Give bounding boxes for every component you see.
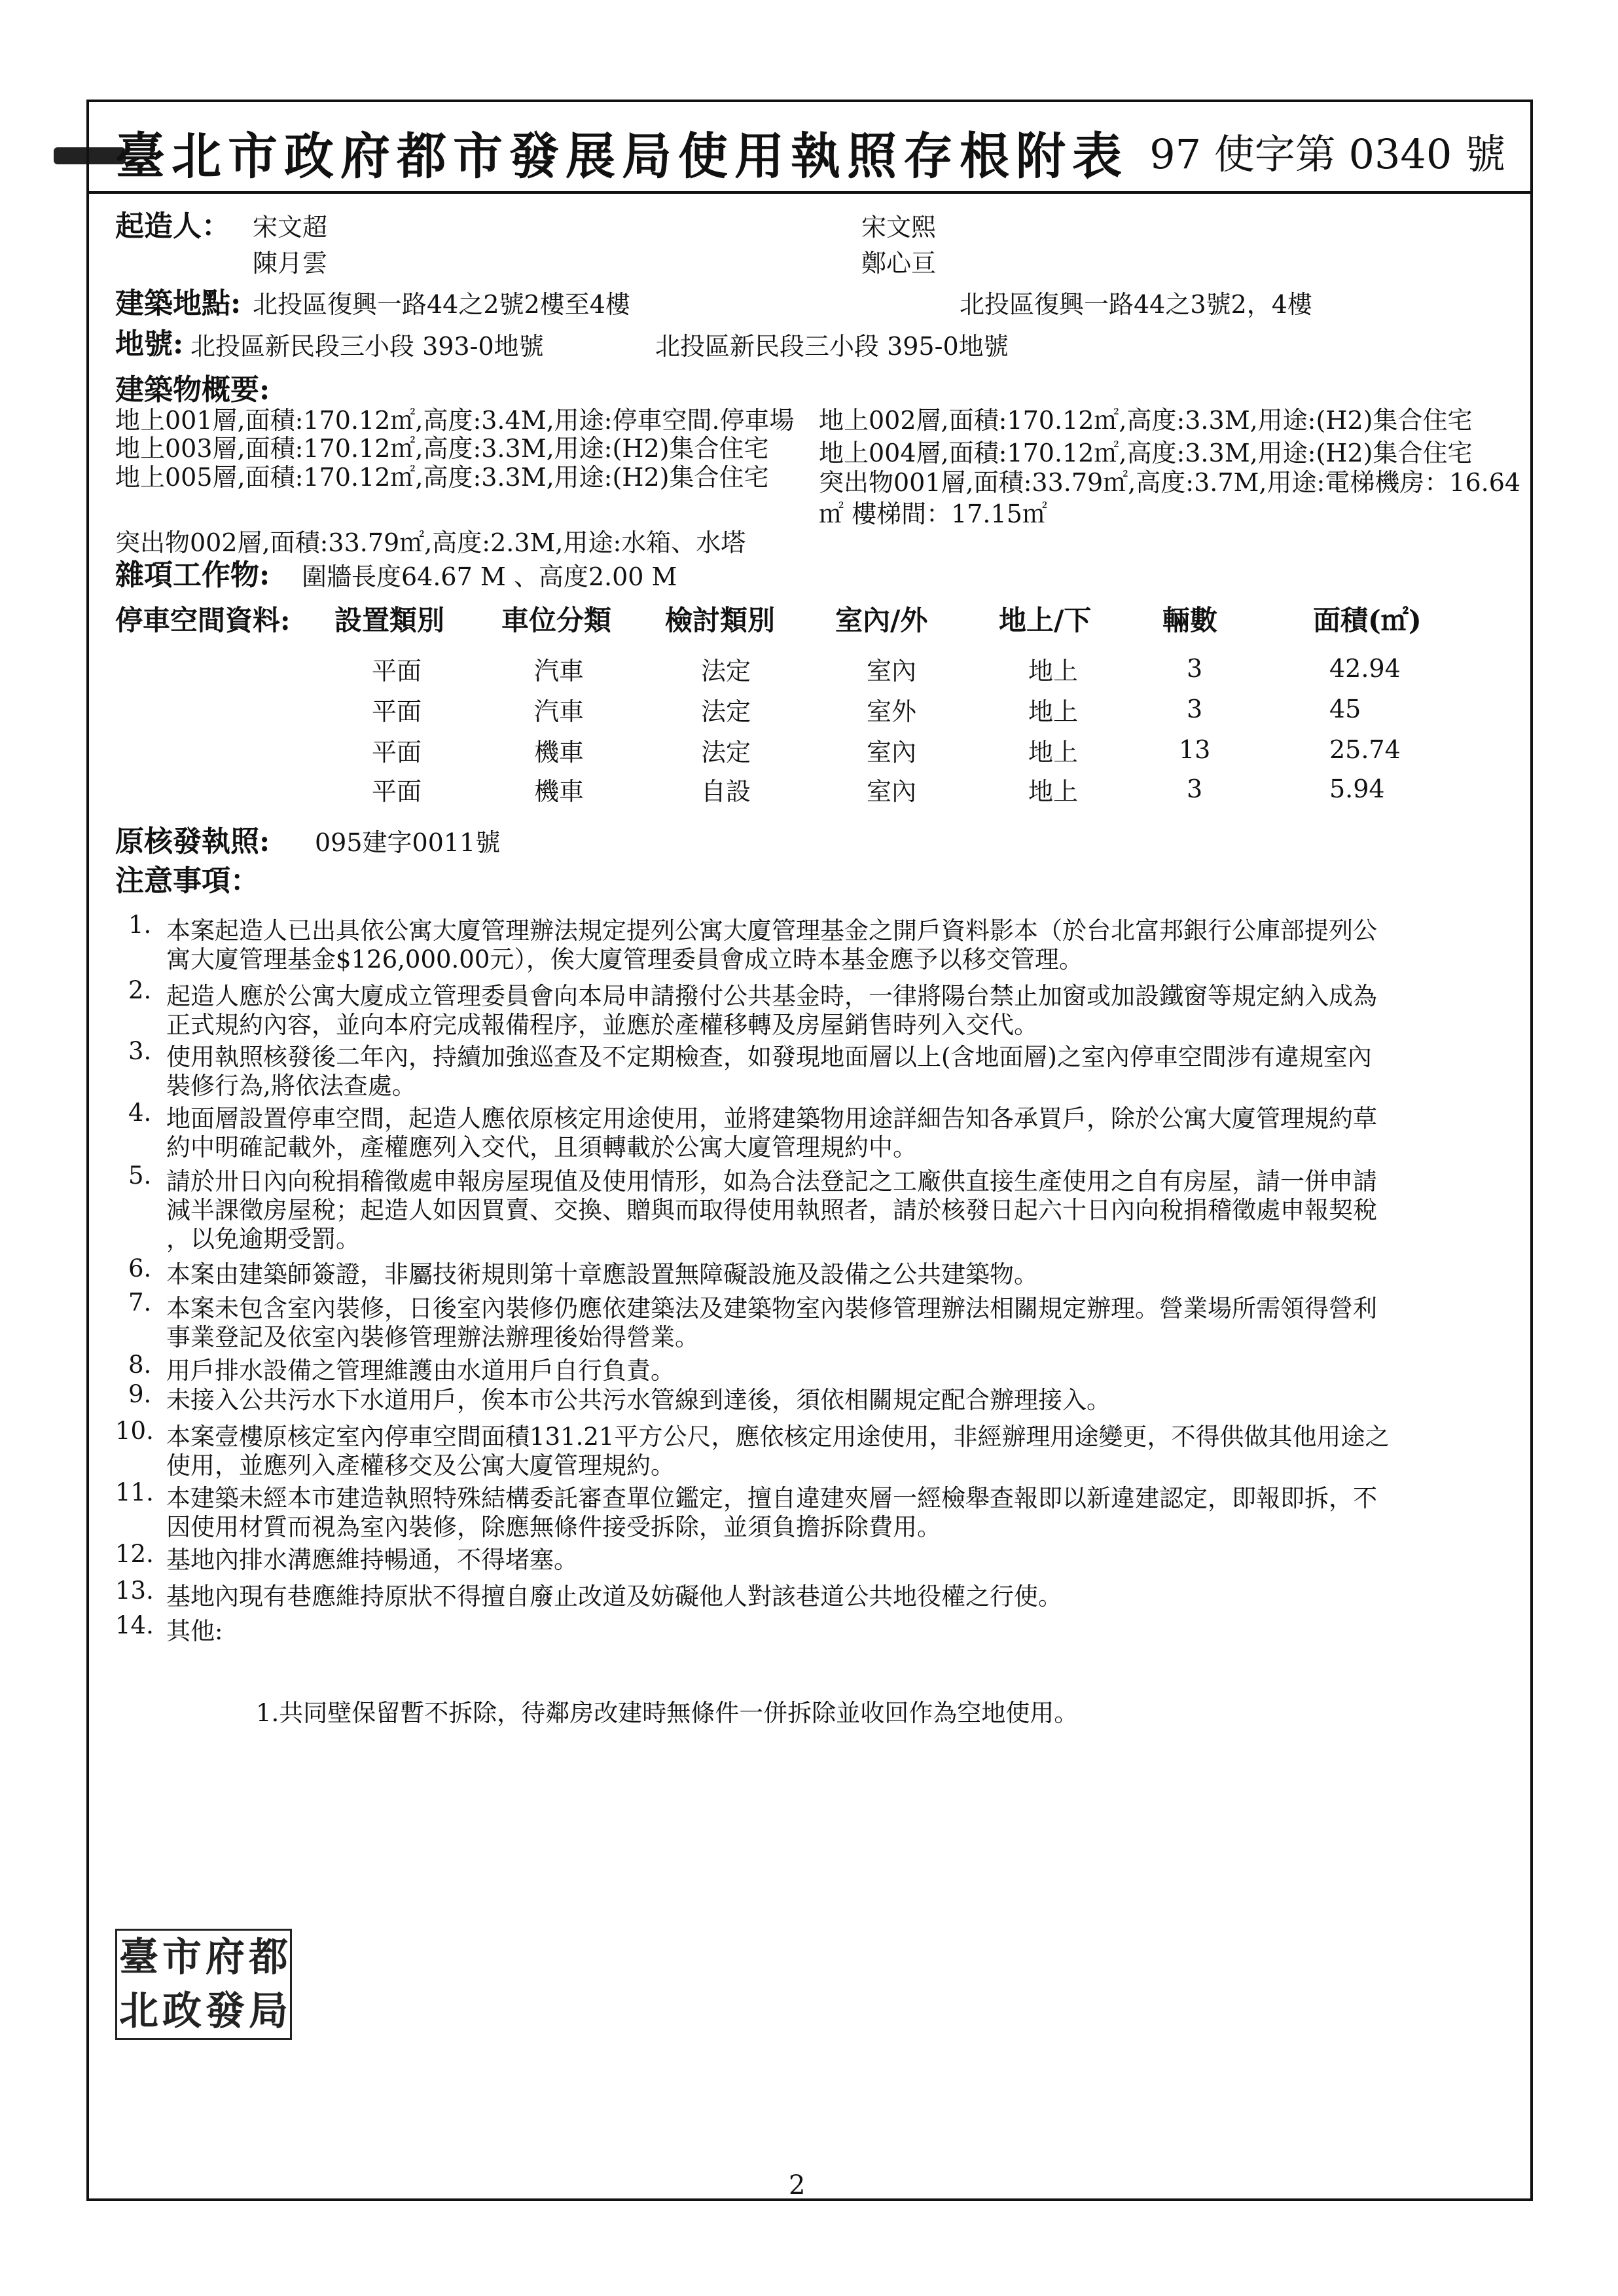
lot-number: 北投區新民段三小段 395-0地號 — [655, 332, 1009, 361]
note-text: 因使用材質而視為室內裝修，除應無條件接受拆除，並須負擔拆除費用。 — [166, 1513, 941, 1541]
parking-header: 檢討類別 — [665, 604, 776, 636]
misc-work-value: 圍牆長度64.67 M 、高度2.00 M — [302, 562, 677, 591]
original-license-label: 原核發執照: — [115, 825, 270, 858]
note-number: 1. — [128, 911, 152, 939]
original-license-value: 095建字0011號 — [315, 828, 501, 857]
note-text: 正式規約內容，並向本府完成報備程序，並應於產權移轉及房屋銷售時列入交代。 — [166, 1011, 1038, 1039]
parking-cell: 法定 — [701, 697, 751, 726]
parking-cell: 自設 — [701, 777, 751, 806]
stamp-char: 府 — [206, 1935, 245, 1980]
note-other-item: 1.共同壁保留暫不拆除，待鄰房改建時無條件一併拆除並收回作為空地使用。 — [256, 1699, 1079, 1727]
stamp-char: 臺 — [119, 1935, 158, 1980]
overview-label: 建築物概要: — [115, 373, 270, 407]
parking-cell: 3 — [1187, 774, 1203, 803]
note-number: 12. — [115, 1540, 154, 1568]
parking-cell: 25.74 — [1329, 735, 1401, 764]
parking-cell: 地上 — [1028, 657, 1079, 685]
parking-cell: 45 — [1329, 695, 1361, 723]
floor-spec: 地上002層,面積:170.12㎡,高度:3.3M,用途:(H2)集合住宅 — [819, 406, 1473, 435]
parking-cell: 3 — [1187, 654, 1203, 683]
note-text: 未接入公共污水下水道用戶，俟本市公共污水管線到達後，須依相關規定配合辦理接入。 — [166, 1386, 1111, 1414]
parking-cell: 5.94 — [1329, 774, 1385, 803]
parking-cell: 汽車 — [534, 697, 584, 726]
note-number: 6. — [128, 1254, 152, 1283]
builder-name: 陳月雲 — [253, 249, 328, 278]
parking-cell: 室內 — [867, 738, 917, 767]
stamp-char: 市 — [162, 1935, 202, 1980]
notes-label: 注意事項： — [115, 864, 259, 898]
parking-cell: 3 — [1187, 695, 1203, 723]
note-text: 使用，並應列入產權移交及公寓大廈管理規約。 — [166, 1451, 675, 1480]
note-text: 基地內現有巷應維持原狀不得擅自廢止改道及妨礙他人對該巷道公共地役權之行使。 — [166, 1582, 1062, 1611]
floor-spec: 突出物002層,面積:33.79㎡,高度:2.3M,用途:水箱、水塔 — [115, 528, 746, 557]
floor-spec: 地上005層,面積:170.12㎡,高度:3.3M,用途:(H2)集合住宅 — [115, 463, 769, 492]
parking-cell: 地上 — [1028, 738, 1079, 767]
note-text: 減半課徵房屋稅；起造人如因買賣、交換、贈與而取得使用執照者，請於核發日起六十日內向稅捐稽徵處申報契稅 — [166, 1196, 1377, 1224]
note-number: 3. — [128, 1037, 152, 1065]
site-label: 建築地點: — [115, 287, 242, 320]
parking-cell: 平面 — [372, 777, 422, 806]
note-text: 寓大廈管理基金$126,000.00元），俟大廈管理委員會成立時本基金應予以移交管理。 — [166, 945, 1083, 974]
note-text: 地面層設置停車空間，起造人應依原核定用途使用，並將建築物用途詳細告知各承買戶，除於公寓大廈管理規約草 — [166, 1104, 1377, 1133]
stamp-char: 局 — [249, 1988, 288, 2034]
site-address: 北投區復興一路44之2號2樓至4樓 — [253, 290, 630, 319]
parking-header: 地上/下 — [999, 604, 1092, 636]
parking-cell: 機車 — [534, 738, 584, 767]
parking-header: 設置類別 — [334, 604, 445, 636]
parking-header: 輛數 — [1162, 604, 1218, 636]
note-text: 本案壹樓原核定室內停車空間面積131.21平方公尺，應依核定用途使用，非經辦理用途變更，不得供做其他用途之 — [166, 1423, 1390, 1451]
note-text: 請於卅日內向稅捐稽徵處申報房屋現值及使用情形，如為合法登記之工廠供直接生產使用之自有房屋，請一併申請 — [166, 1167, 1377, 1195]
note-number: 10. — [115, 1417, 154, 1445]
floor-spec: ㎡ 樓梯間：17.15㎡ — [819, 500, 1047, 528]
parking-cell: 室內 — [867, 777, 917, 806]
floor-spec: 地上004層,面積:170.12㎡,高度:3.3M,用途:(H2)集合住宅 — [819, 439, 1473, 467]
stamp-char: 政 — [162, 1988, 202, 2034]
note-number: 9. — [128, 1380, 152, 1408]
builder-name: 鄭心亘 — [861, 249, 937, 278]
note-number: 14. — [115, 1611, 154, 1639]
parking-cell: 室內 — [867, 657, 917, 685]
note-number: 7. — [128, 1288, 152, 1317]
note-text: ，以免逾期受罰。 — [166, 1225, 360, 1253]
builder-name: 宋文熙 — [861, 213, 937, 242]
lot-label: 地號: — [115, 327, 184, 361]
document-title: 臺北市政府都市發展局使用執照存根附表 — [115, 127, 1128, 185]
parking-cell: 地上 — [1028, 777, 1079, 806]
stamp-char: 北 — [119, 1988, 158, 2034]
builders-label: 起造人： — [115, 210, 230, 243]
parking-cell: 室外 — [867, 697, 917, 726]
note-number: 4. — [128, 1099, 152, 1127]
parking-header: 室內/外 — [835, 604, 928, 636]
site-address: 北投區復興一路44之3號2，4樓 — [960, 290, 1312, 319]
note-number: 2. — [128, 976, 152, 1004]
official-seal-stamp — [115, 1929, 292, 2040]
builder-name: 宋文超 — [253, 213, 328, 242]
page-number: 2 — [789, 2170, 806, 2200]
lot-number: 北投區新民段三小段 393-0地號 — [190, 332, 544, 361]
parking-cell: 平面 — [372, 657, 422, 685]
note-text: 本案起造人已出具依公寓大廈管理辦法規定提列公寓大廈管理基金之開戶資料影本（於台北富邦銀行公庫部提列公 — [166, 917, 1377, 945]
license-number: 97 使字第 0340 號 — [1149, 130, 1505, 178]
note-number: 13. — [115, 1576, 154, 1605]
document-frame — [86, 100, 1533, 2201]
misc-work-label: 雜項工作物: — [115, 558, 270, 592]
parking-header: 面積(㎡) — [1313, 604, 1422, 636]
note-text: 使用執照核發後二年內，持續加強巡查及不定期檢查，如發現地面層以上(含地面層)之室內停車空間涉有違規室內 — [166, 1043, 1372, 1071]
note-text: 起造人應於公寓大廈成立管理委員會向本局申請撥付公共基金時，一律將陽台禁止加窗或加設鐵窗等規定納入成為 — [166, 982, 1377, 1010]
parking-cell: 平面 — [372, 697, 422, 726]
note-number: 5. — [128, 1161, 152, 1190]
note-text: 事業登記及依室內裝修管理辦法辦理後始得營業。 — [166, 1323, 699, 1351]
parking-cell: 平面 — [372, 738, 422, 767]
parking-cell: 法定 — [701, 738, 751, 767]
note-text: 基地內排水溝應維持暢通，不得堵塞。 — [166, 1546, 578, 1574]
parking-cell: 汽車 — [534, 657, 584, 685]
note-number: 8. — [128, 1351, 152, 1379]
parking-cell: 地上 — [1028, 697, 1079, 726]
note-number: 11. — [115, 1478, 154, 1506]
parking-header: 車位分類 — [501, 604, 612, 636]
floor-spec: 突出物001層,面積:33.79㎡,高度:3.7M,用途:電梯機房：16.64 — [819, 468, 1521, 497]
note-text: 用戶排水設備之管理維護由水道用戶自行負責。 — [166, 1357, 675, 1385]
floor-spec: 地上003層,面積:170.12㎡,高度:3.3M,用途:(H2)集合住宅 — [115, 434, 769, 463]
parking-cell: 42.94 — [1329, 654, 1401, 683]
parking-cell: 法定 — [701, 657, 751, 685]
stamp-char: 都 — [249, 1935, 288, 1980]
floor-spec: 地上001層,面積:170.12㎡,高度:3.4M,用途:停車空間.停車場 — [115, 406, 795, 435]
stamp-char: 發 — [206, 1988, 245, 2034]
parking-cell: 13 — [1179, 735, 1211, 764]
note-text: 本案由建築師簽證，非屬技術規則第十章應設置無障礙設施及設備之公共建築物。 — [166, 1260, 1038, 1288]
note-text: 本案未包含室內裝修，日後室內裝修仍應依建築法及建築物室內裝修管理辦法相關規定辦理。營業場所需領得營利 — [166, 1294, 1377, 1322]
note-text: 約中明確記載外，產權應列入交代，且須轉載於公寓大廈管理規約中。 — [166, 1133, 917, 1161]
parking-label: 停車空間資料: — [115, 604, 291, 636]
note-text: 本建築未經本市建造執照特殊結構委託審查單位鑑定，擅自違建夾層一經檢舉查報即以新違建認定，即報即拆，不 — [166, 1484, 1377, 1512]
note-text: 裝修行為,將依法查處。 — [166, 1072, 416, 1100]
note-text: 其他: — [166, 1617, 223, 1645]
title-bar — [89, 102, 1530, 194]
parking-cell: 機車 — [534, 777, 584, 806]
